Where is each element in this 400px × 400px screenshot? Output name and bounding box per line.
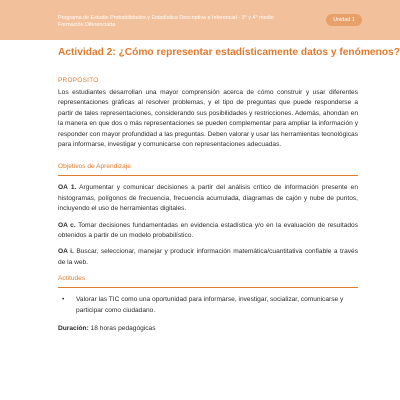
attitude-item xyxy=(58,295,358,316)
objective-code: OA c. xyxy=(58,221,76,229)
attitude-text: Valorar las TIC como una oportunidad para informarse, investigar, socializar, comunicarse y participar como ciudadano. xyxy=(76,296,344,314)
objective-item xyxy=(58,221,358,242)
purpose-text: Los estudiantes desarrollan una mayor comprensión acerca de cómo construir y usar diferentes representaciones gráficas al resolver problemas, y el tipo de preguntas que puede responderse a partir de tales representaciones, considerando sus posibilidades y restricciones. Además, ahondan en la manera en que dos o más representaciones se pueden complementar para ampliar la información y responder con mayor profundidad a las preguntas. Deben valorar y usar las herramientas tecnológicas para informarse, investigar y comunicarse con representaciones adecuadas. xyxy=(58,89,358,149)
program-subtitle: Formación Diferenciada xyxy=(58,22,116,28)
duration-label: Duración: xyxy=(58,325,89,333)
objective-code: OA 1. xyxy=(58,184,77,192)
header-bar xyxy=(0,0,400,40)
duration-line xyxy=(58,324,358,334)
objective-item xyxy=(58,247,358,268)
objective-item xyxy=(58,183,358,214)
attitudes-heading: Actitudes xyxy=(58,275,86,283)
objective-code: OA i. xyxy=(58,248,74,256)
activity-title: Actividad 2: ¿Cómo representar estadísticamente datos y fenómenos? xyxy=(58,47,400,58)
bullet-icon: • xyxy=(62,296,65,304)
objective-text: Tomar decisiones fundamentadas en evidencia estadística y/o en la evaluación de resultados obtenidos a partir de un modelo probabilístico. xyxy=(58,221,358,240)
purpose-heading: PROPÓSITO xyxy=(58,77,99,84)
objectives-divider xyxy=(58,175,358,176)
program-title: Programa de Estudio Probabilidades y Estadística Descriptiva e Inferencial - 3° y 4° medio xyxy=(58,15,274,21)
document-body xyxy=(58,46,400,334)
attitudes-divider xyxy=(58,287,358,288)
objective-text: Buscar, seleccionar, manejar y producir información matemática/cuantitativa confiable a través de la web. xyxy=(58,248,358,266)
duration-value: 18 horas pedagógicas xyxy=(88,325,156,333)
unit-badge: Unidad 1 xyxy=(326,14,362,26)
objectives-heading: Objetivos de Aprendizaje xyxy=(58,163,131,171)
objective-text: Argumentar y comunicar decisiones a partir del análisis crítico de información presente en histogramas, polígonos de frecuencia, frecuencia acumulada, diagramas de cajón y nube de puntos, incluyendo el uso de herramientas digitales. xyxy=(58,184,358,213)
